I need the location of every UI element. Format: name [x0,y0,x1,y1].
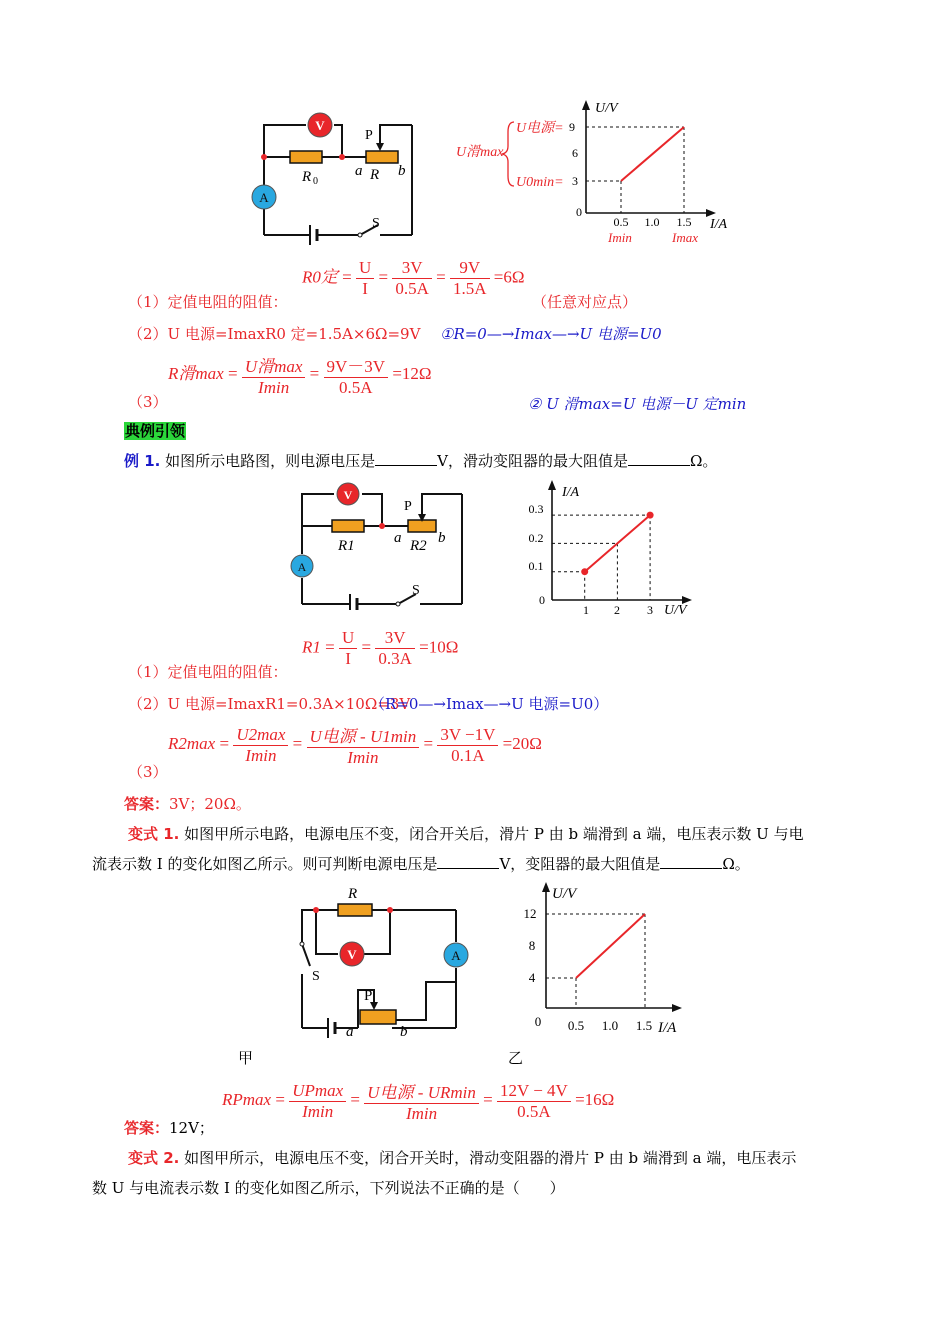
terminal-a-3: a [346,1024,354,1040]
g3-tick-x3: 1.5 [635,1018,653,1033]
terminal-b-3: b [400,1024,408,1040]
graph-1 [452,98,742,250]
ex1-text-c: Ω。 [690,452,718,470]
g2-tick-0: 0 [539,593,545,607]
g3-tick-x1: 0.5 [567,1018,585,1033]
r0-sub: 0 [313,176,318,187]
u-source-label: U电源= [516,121,564,136]
g3-tick-x2: 1.0 [601,1018,619,1033]
var1-answer [124,1118,214,1138]
ex1-q3-f3n: 3V −1V [437,725,498,746]
q2-line: （2）U 电源=ImaxR0 定=1.5A×6Ω=9V [128,325,421,343]
graph-3-ylabel: U/V [552,886,577,902]
q1-f1d: I [362,279,368,298]
ex1-q1-lhs: R1 [302,637,321,657]
var1-result: =16Ω [575,1089,615,1109]
tick-x2: 1.0 [644,215,660,229]
ex1-q1-f1n: U [339,628,357,649]
tick-0: 0 [576,205,582,219]
g3-tick-12: 12 [523,906,537,921]
g3-tick-0: 0 [534,1014,542,1029]
tick-x3: 1.5 [676,215,692,229]
ex1-q2-note: （R=0—→Imax—→U 电源=U0） [370,695,609,713]
ex1-text-a: 如图所示电路图，则电源电压是 [165,452,376,470]
circuit-diagram-2 [288,480,468,610]
graph-3-xlabel: I/A [658,1020,677,1036]
ex1-q3-lhs: R2max [168,733,216,753]
g2-tick-02: 0.2 [528,531,544,545]
g3-tick-8: 8 [528,938,536,953]
g2-tick-x1: 1 [583,603,589,617]
ex1-text-b: V，滑动变阻器的最大阻值是 [437,452,628,470]
tick-x1: 0.5 [613,215,629,229]
u0min-label: U0min= [516,175,564,190]
graph-2-point [647,512,654,519]
graph-2-point [581,568,588,575]
voltmeter-label-2: V [343,488,353,502]
ex1-q1-f2n: 3V [375,628,415,649]
q3-f1n: U滑max [242,352,306,378]
r1-label: R1 [338,538,355,554]
section-title: 典例引领 [125,422,186,440]
ex1-q3-formula: R2max = $\frac{U2\max}{Imin}$ = $\frac{\text{U电源 - U1min}}{Imin}$ = $\frac{3V -1V}{0.1A}$ =20Ω [168,722,542,768]
g2-tick-x2: 2 [614,603,620,617]
ex1-q3-f2d: Imin [347,748,379,767]
var1-f3n: 12V − 4V [497,1081,571,1102]
ammeter-label: A [259,190,269,205]
var2-label: 变式 2. [128,1149,180,1167]
q3-f2n: 9V－3V [324,352,389,378]
top-q3-formula: R滑max = $\frac{\text{U滑max}}{Imin}$ = $\frac{9V-3V}{0.5A}$ =12Ω [168,352,432,398]
ex1-label: 例 1. [124,452,161,470]
var1-answer-value: 12V； [169,1119,214,1137]
ex1-blank-1 [375,451,437,466]
q1-f3d: 1.5A [452,279,487,298]
r-label-3: R [348,886,358,902]
var1-f2d: Imin [405,1104,438,1123]
var1-formula: RPmax = $\frac{UPmax}{Imin}$ = $\frac{\text{U电源 - URmin}}{Imin}$ = $\frac{12V - 4V}{0.5A}$ =16Ω [222,1078,614,1124]
q1-f1n: U [356,258,374,279]
ex1-q2: （2）U 电源=ImaxR1=0.3A×10Ω=3V [128,695,411,713]
ammeter-label-2: A [297,560,307,574]
q3-f1d: Imin [258,378,290,397]
var1-f3d: 0.5A [517,1101,551,1121]
var1-blank-2 [660,854,722,869]
terminal-b: b [398,163,406,179]
circuit-diagram-3 [292,882,472,1042]
tick-3: 3 [572,174,578,188]
var1-line1: 变式 1. 如图甲所示电路，电源电压不变，闭合开关后，滑片 P 由 b 端滑到 a 端，电压表示数 U 与电 [128,825,804,843]
ex1-q1-formula: R1 = $\frac{U}{I}$ = $\frac{3V}{0.3A}$ =10Ω [302,628,459,668]
caption-jia: 甲 [238,1049,254,1067]
ex1-answer [124,794,251,814]
graph-2 [520,478,720,623]
q1-note: （任意对应点） [532,293,638,311]
ex1-q3-f2n: U电源 - U1min [307,722,420,748]
g2-tick-x3: 3 [647,603,653,617]
g3-tick-4: 4 [528,970,536,985]
graph-2-xlabel: U/V [664,603,687,618]
var2-line2: 数 U 与电流表示数 I 的变化如图乙所示，下列说法不正确的是（ ） [92,1179,565,1197]
imin-label: Imin [608,230,632,245]
circuit-diagram-1 [250,105,430,245]
var1-blank-1 [437,854,499,869]
var1-line2: 流表示数 I 的变化如图乙所示。则可判断电源电压是 V，变阻器的最大阻值是 Ω。 [92,855,750,873]
var1-f1n: UPmax [289,1081,346,1102]
q3-label: （3） [128,393,168,411]
r2-label: R2 [410,538,427,554]
ex1-q1-f1d: I [345,649,351,668]
switch-s: S [372,216,380,231]
graph-2-ylabel: I/A [562,485,580,500]
q3-f2d: 0.5A [339,378,373,397]
slider-p-2: P [404,499,412,514]
ex1-q1-f2d: 0.3A [378,649,412,668]
ex1-question [124,451,717,471]
switch-s-2: S [412,583,420,598]
var1-f2n: U电源 - URmin [364,1078,479,1104]
caption-yi: 乙 [508,1049,524,1067]
switch-s-3: S [312,969,320,984]
r-label: R [370,167,380,183]
var1-lhs: RPmax [222,1089,272,1109]
tick-6: 6 [572,146,578,160]
voltmeter-label: V [315,118,325,133]
var1-f1d: Imin [302,1101,334,1121]
var1-answer-label: 答案： [124,1119,170,1137]
g2-tick-03: 0.3 [528,502,544,516]
terminal-a-2: a [394,530,402,546]
var1-label: 变式 1. [128,825,180,843]
ex1-q1-label: （1）定值电阻的阻值： [128,663,288,681]
graph-3-line [576,914,645,978]
q3-result: =12Ω [392,363,432,383]
terminal-b-2: b [438,530,446,546]
ex1-blank-2 [628,451,690,466]
q1-result: =6Ω [493,267,525,287]
slider-p: P [365,128,373,143]
q3-lhs: R滑max [168,363,224,383]
ex1-q3-f3d: 0.1A [451,745,485,765]
ex1-answer-label: 答案： [124,795,170,813]
brace-label: U滑max [456,145,504,160]
top-q1-formula: R0定 = $\frac{U}{I}$ = $\frac{3V}{0.5A}$ = $\frac{9V}{1.5A}$ =6Ω [302,258,525,298]
graph-1-line [621,127,684,181]
ammeter-label-3: A [451,948,461,963]
ex1-q3-result: =20Ω [502,733,542,753]
r0-label: R [302,169,312,185]
q3-note: ② U 滑max=U 电源－U 定min [528,395,747,413]
slider-p-3: P [364,988,373,1004]
ex1-q3-f1n: U2max [233,725,288,746]
tick-9: 9 [569,120,575,134]
ex1-q3-f1d: Imin [245,745,277,765]
q1-label: （1）定值电阻的阻值： [128,293,288,311]
ex1-q3-label: （3） [128,763,168,781]
q1-f2n: 3V [392,258,432,279]
voltmeter-label-3: V [347,947,357,962]
q1-lhs: R0定 [302,267,338,287]
var2-line1: 变式 2. 如图甲所示，电源电压不变，闭合开关时，滑动变阻器的滑片 P 由 b 端滑到 a 端，电压表示 [128,1149,797,1167]
ex1-answer-value: 3V；20Ω。 [169,795,251,813]
imax-label: Imax [672,230,698,245]
terminal-a: a [355,163,363,179]
graph-1-xlabel: I/A [710,217,728,232]
q2-note: ①R=0—→Imax—→U 电源=U0 [440,325,662,343]
q1-f2d: 0.5A [395,279,429,298]
graph-3 [512,880,692,1040]
q1-f3n: 9V [450,258,490,279]
g2-tick-01: 0.1 [528,559,544,573]
graph-1-ylabel: U/V [595,101,618,116]
ex1-q1-result: =10Ω [419,637,459,657]
